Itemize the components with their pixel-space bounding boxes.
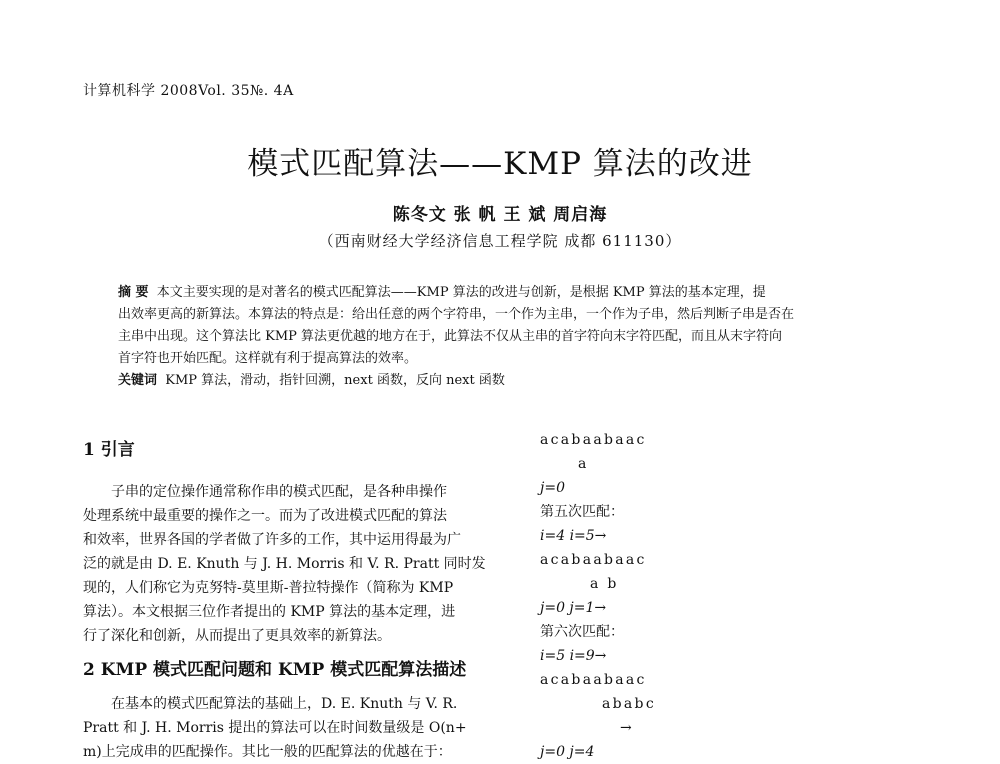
section-1-line: 行了深化和创新，从而提出了更具效率的新算法。	[83, 628, 391, 644]
index-line: i=4 i=5→	[540, 528, 607, 544]
section-2-line: m)上完成串的匹配操作。其比一般的匹配算法的优越在于：	[83, 744, 452, 760]
main-string: acabaabaac	[540, 432, 647, 448]
pattern-string: a	[578, 456, 589, 472]
section-2-line: Pratt 和 J. H. Morris 提出的算法可以在时间数量级是 O(n+	[83, 720, 467, 736]
section-1-line: 子串的定位操作通常称作串的模式匹配，是各种串操作	[111, 484, 447, 500]
paper-title: 模式匹配算法——KMP 算法的改进	[247, 146, 753, 182]
main-string: acabaabaac	[540, 552, 647, 568]
left-column	[83, 438, 501, 764]
index-line: j=0 j=1→	[540, 600, 607, 616]
abstract-line	[118, 282, 873, 304]
journal-header: 计算机科学 2008Vol. 35№. 4A	[83, 83, 294, 99]
right-column	[540, 428, 720, 764]
abstract-text: 本文主要实现的是对著名的模式匹配算法——KMP 算法的改进与创新，是根据 KMP 算法的基本定理，提	[156, 285, 766, 300]
authors: 陈冬文 张 帆 王 斌 周启海	[392, 205, 608, 225]
section-1-line: 处理系统中最重要的操作之一。而为了改进模式匹配的算法	[83, 508, 447, 524]
section-2-heading: 2 KMP 模式匹配问题和 KMP 模式匹配算法描述	[83, 660, 467, 680]
section-1-line: 和效率，世界各国的学者做了许多的工作，其中运用得最为广	[83, 532, 461, 548]
section-1-line: 算法）。本文根据三位作者提出的 KMP 算法的基本定理，进	[83, 604, 456, 620]
keywords-text: KMP 算法，滑动，指针回溯，next 函数，反向 next 函数	[165, 373, 505, 388]
arrow-line: →	[620, 720, 632, 736]
section-1-heading: 1 引言	[83, 440, 135, 460]
index-line: i=5 i=9→	[540, 648, 607, 664]
section-2-line: 在基本的模式匹配算法的基础上，D. E. Knuth 与 V. R.	[111, 696, 458, 712]
keywords-line	[118, 370, 873, 392]
index-line: j=0	[540, 480, 565, 496]
affiliation: （西南财经大学经济信息工程学院 成都 611130）	[318, 232, 682, 250]
section-1-line: 现的，人们称它为克努特-莫里斯-普拉特操作（简称为 KMP	[83, 580, 454, 596]
match-step-label: 第六次匹配：	[540, 624, 624, 640]
pattern-string: a b	[590, 576, 619, 592]
keywords-label: 关键词	[118, 373, 158, 388]
match-step-label: 第五次匹配：	[540, 504, 624, 520]
abstract-line: 首字符也开始匹配。这样就有利于提高算法的效率。	[118, 351, 418, 366]
abstract-label: 摘 要	[118, 285, 149, 300]
pattern-string: ababc	[602, 696, 656, 712]
abstract	[118, 282, 873, 392]
index-line: j=0 j=4	[540, 744, 595, 760]
abstract-line: 主串中出现。这个算法比 KMP 算法更优越的地方在于，此算法不仅从主串的首字符向末字符匹配，而且从末字符向	[118, 329, 783, 344]
main-string: acabaabaac	[540, 672, 647, 688]
section-1-line: 泛的就是由 D. E. Knuth 与 J. H. Morris 和 V. R. Pratt 同时发	[83, 556, 486, 572]
abstract-line: 出效率更高的新算法。本算法的特点是：给出任意的两个字符串，一个作为主串，一个作为子串，然后判断子串是否在	[118, 307, 795, 322]
